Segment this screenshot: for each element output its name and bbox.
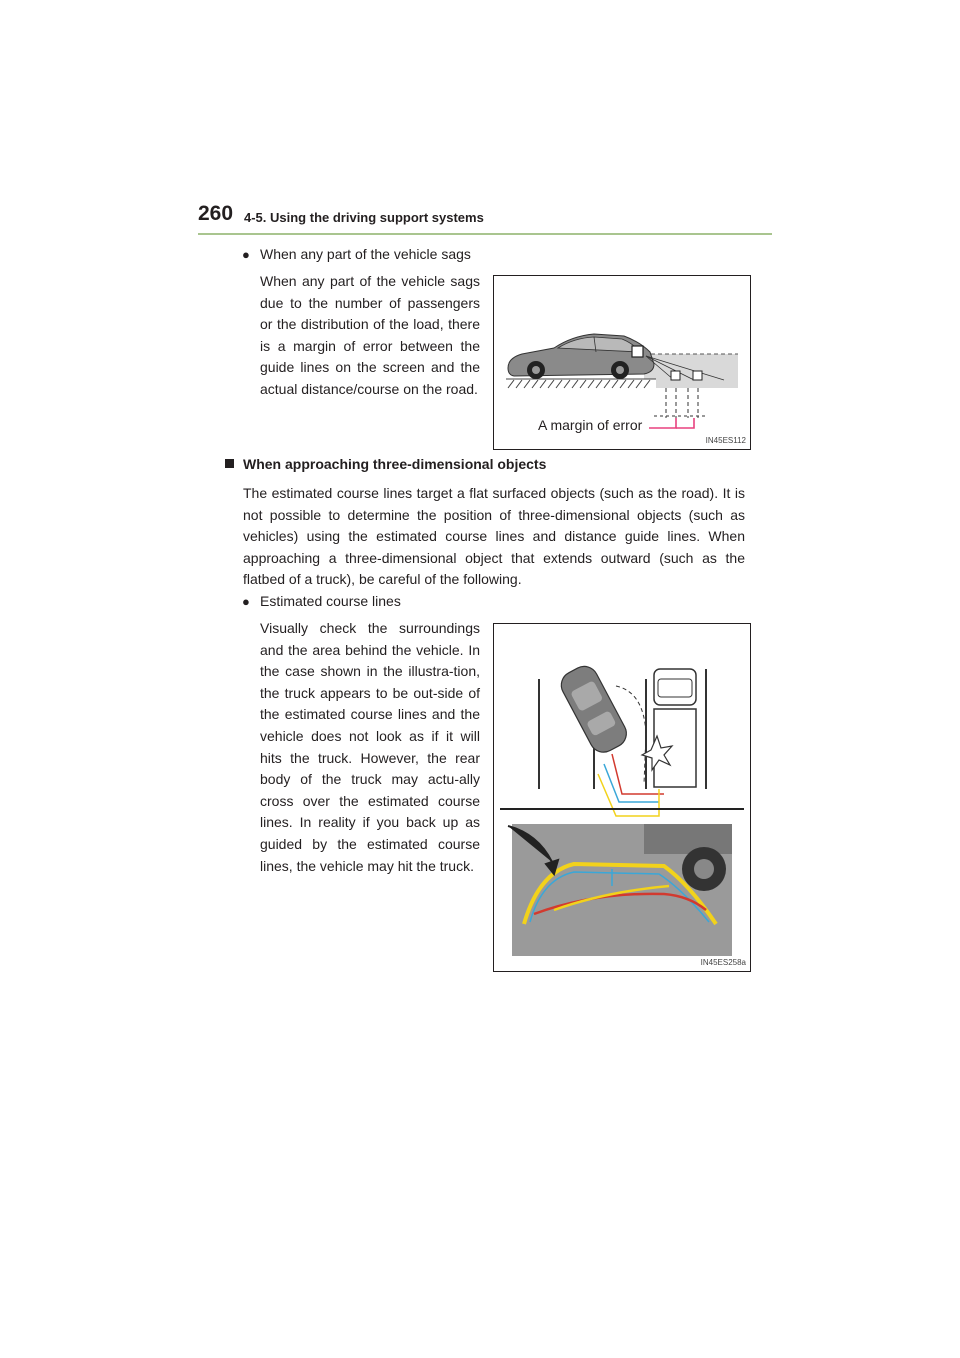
section-title: 4-5. Using the driving support systems (244, 210, 484, 225)
course-lines-bullet-title: Estimated course lines (260, 593, 401, 609)
course-lines-paragraph: Visually check the surroundings and the area behind the vehicle. In the case shown in the illustra-tion, the truck appears to be out-side of the estimated course lines and the vehicle does not look as if it will hits the truck. However, the rear body of the truck may actu-ally cross over the estimated course lines. In reality if you back up as guided by the estimated course lines, the vehicle may hit the truck. (260, 620, 480, 874)
bullet-dot-icon: ● (242, 247, 250, 262)
truck-course-illustration (494, 624, 750, 971)
three-dim-heading-text: When approaching three-dimensional objects (243, 456, 547, 472)
square-bullet-icon (225, 459, 234, 468)
page-number: 260 (198, 202, 234, 225)
sag-bullet-title: When any part of the vehicle sags (260, 246, 471, 262)
margin-of-error-label: A margin of error (538, 417, 643, 433)
bullet-dot-icon: ● (242, 594, 250, 609)
truck-figure (493, 623, 751, 972)
header-rule (198, 233, 772, 235)
figure-code: IN45ES258a (700, 958, 746, 967)
figure-code: IN45ES112 (705, 436, 746, 445)
sag-paragraph: When any part of the vehicle sags due to the number of passengers or the distribution of the load, there is a margin of error between the guide lines on the screen and the actual distance/course on the road. (260, 273, 480, 397)
course-lines-bullet (242, 593, 401, 609)
sag-figure (493, 275, 751, 450)
three-dim-paragraph: The estimated course lines target a flat surfaced objects (such as the road). It is not possible to determine the position of three-dimensional objects (such as vehicles) using the estimated course lines and distance guide lines. When approaching a three-dimensional object that extends outward (such as the flatbed of a truck), be careful of the following. (243, 485, 745, 588)
three-dim-heading (225, 456, 546, 472)
sag-bullet (242, 246, 471, 262)
